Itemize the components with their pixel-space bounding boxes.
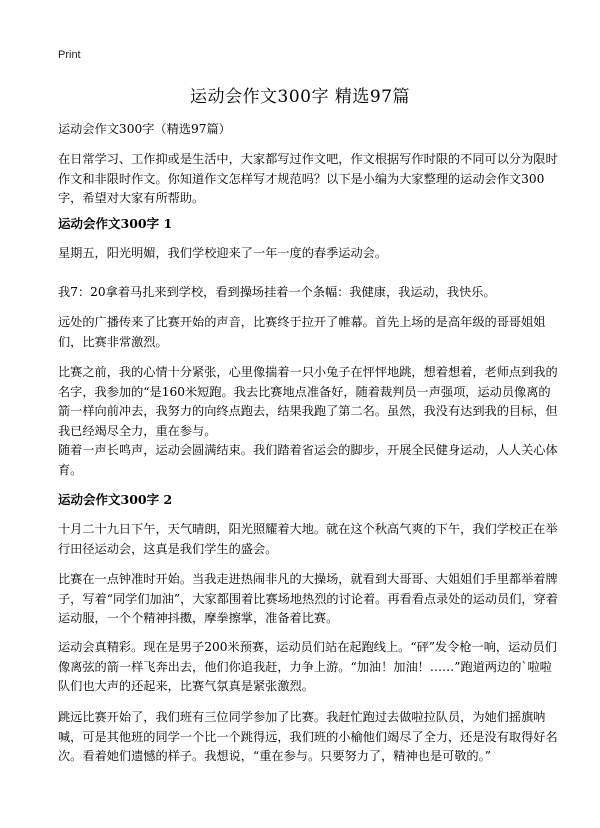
paragraph: 十月二十九日下午，天气晴朗，阳光照耀着大地。就在这个秋高气爽的下午，我们学校正在举行田径运动会，这真是我们学生的盛会。 [58,522,558,556]
paragraph: 远处的广播传来了比赛开始的声音，比赛终于拉开了帷幕。首先上场的是高年级的哥哥姐姐们，比赛非常激烈。 [58,315,546,349]
paragraph: 星期五，阳光明媚，我们学校迎来了一年一度的春季运动会。 [58,246,388,260]
paragraph: 运动会真精彩。现在是男子200米预赛，运动员们站在起跑线上。“砰”发令枪一响，运动员们像离弦的箭一样飞奔出去，他们你追我赶，力争上游。“加油！加油！……”跑道两边的`啦啦队们也大声的还起来，比赛气氛真是紧张激烈。 [58,640,557,693]
page-title: 运动会作文300字 精选97篇 [190,87,410,107]
section-heading-1: 运动会作文300字 1 [58,216,173,231]
paragraph: 我7：20拿着马扎来到学校，看到操场挂着一个条幅：我健康，我运动，我快乐。 [58,285,496,299]
document-subtitle: 运动会作文300字（精选97篇） [58,122,231,136]
paragraph: 跳远比赛开始了，我们班有三位同学参加了比赛。我赶忙跑过去做啦拉队员，为她们摇旗呐喊，可是其他班的同学一个比一个跳得远，我们班的小榆他们竭尽了全力，还是没有取得好名次。看着她们遗憾的样子。我想说，“重在参与。只要努力了，精神也是可敬的。” [58,710,558,763]
paragraph: 比赛在一点钟准时开始。当我走进热闹非凡的大操场，就看到大哥哥、大姐姐们手里都举着牌子，写着“同学们加油”，大家都围着比赛场地热烈的讨论着。再看看点录处的运动员们，穿着运动服，一个个精神抖擞，摩拳擦掌，准备着比赛。 [58,572,558,625]
section-heading-2: 运动会作文300字 2 [58,492,173,507]
paragraph: 随着一声长鸣声，运动会圆满结束。我们踏着省运会的脚步，开展全民健身运动，人人关心体育。 [58,443,558,477]
print-label[interactable]: Print [58,49,81,61]
intro-paragraph: 在日常学习、工作抑或是生活中，大家都写过作文吧，作文根据写作时限的不同可以分为限时作文和非限时作文。你知道作文怎样写才规范吗？以下是小编为大家整理的运动会作文300字，希望对大家有所帮助。 [58,152,558,205]
paragraph: 比赛之前，我的心情十分紧张，心里像揣着一只小兔子在怦怦地跳，想着想着，老师点到我的名字，我参加的“是160米短跑。我去比赛地点准备好，随着裁判员一声强项，运动员像离的箭一样向前冲去，我努力的向终点跑去，结果我跑了第二名。虽然，我没有达到我的目标，但我已经竭尽全力，重在参与。 [58,365,558,438]
